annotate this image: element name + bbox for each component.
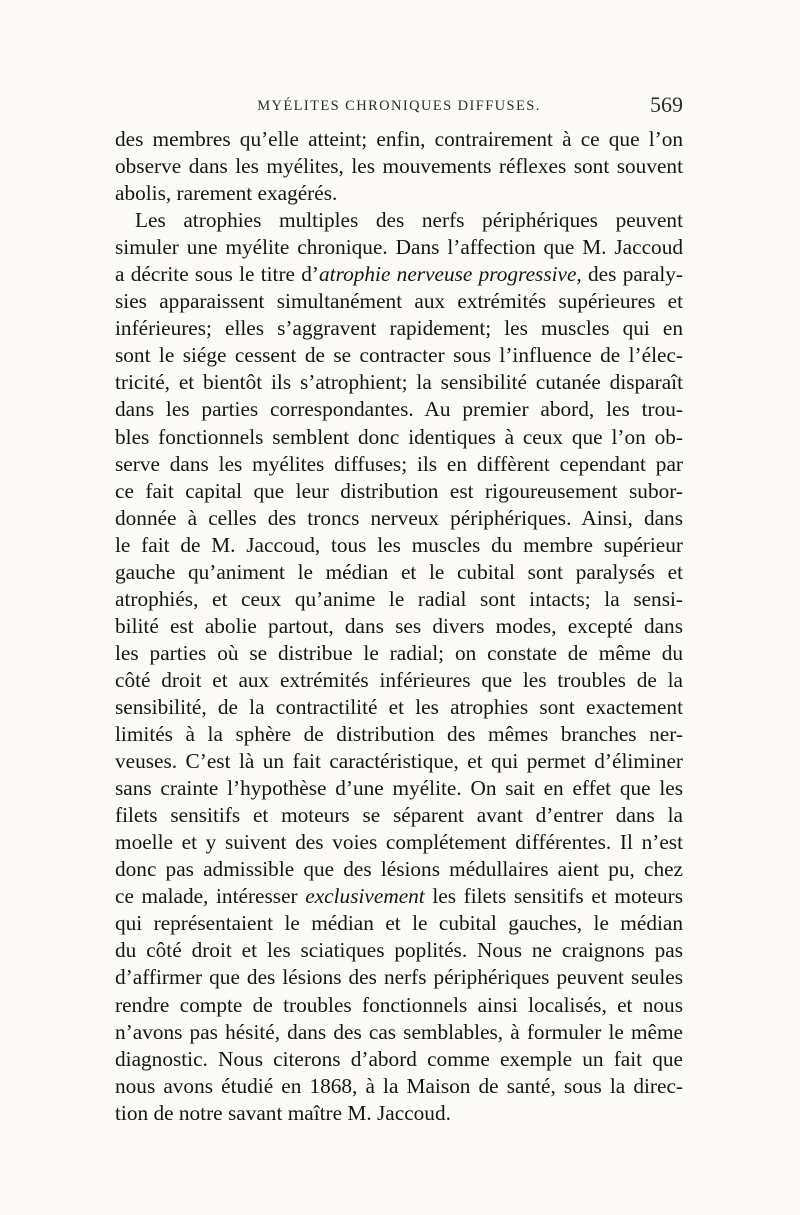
text-line	[115, 910, 683, 937]
text-segment: sies apparaissent simultanément aux extrémités supérieures et	[115, 289, 683, 314]
page-number: 569	[650, 92, 683, 117]
text-line	[115, 451, 683, 478]
text-line	[115, 1019, 683, 1046]
text-line	[115, 586, 683, 613]
text-line	[115, 424, 683, 451]
text-line	[115, 342, 683, 369]
text-line	[115, 667, 683, 694]
text-segment: d’affirmer que des lésions des nerfs périphériques peuvent seules	[115, 965, 683, 990]
text-segment: donc pas admissible que des lésions médullaires aient pu, chez	[115, 857, 683, 882]
italic-text: exclusivement	[305, 884, 425, 909]
text-line	[115, 775, 683, 802]
text-line	[115, 721, 683, 748]
text-segment: du côté droit et les sciatiques poplités. Nous ne craignons pas	[115, 938, 683, 963]
text-segment: gauche qu’animent le médian et le cubital sont paralysés et	[115, 559, 683, 584]
text-line	[115, 315, 683, 342]
text-line	[115, 964, 683, 991]
text-segment: bilité est abolie partout, dans ses divers modes, excepté dans	[115, 613, 683, 638]
text-line	[115, 478, 683, 505]
text-segment: tion de notre savant maître M. Jaccoud.	[115, 1100, 451, 1125]
text-segment: les filets sensitifs et moteurs	[424, 884, 684, 909]
text-segment: filets sensitifs et moteurs se séparent avant d’entrer dans la	[115, 803, 683, 828]
text-segment: sans crainte l’hypothèse d’une myélite. On sait en effet que les	[115, 776, 683, 801]
text-segment: nous avons étudié en 1868, à la Maison de santé, sous la direc-	[115, 1073, 683, 1098]
text-segment: dans les parties correspondantes. Au premier abord, les trou-	[115, 397, 683, 422]
text-segment: rendre compte de troubles fonctionnels ainsi localisés, et nous	[115, 992, 683, 1017]
text-line	[115, 153, 683, 180]
text-segment: le fait de M. Jaccoud, tous les muscles du membre supérieur	[115, 532, 683, 557]
text-line	[115, 126, 683, 153]
text-segment: sont le siége cessent de se contracter sous l’influence de l’élec-	[115, 343, 683, 368]
text-line	[115, 802, 683, 829]
text-line	[115, 369, 683, 396]
text-segment: qui représentaient le médian et le cubital gauches, le médian	[115, 911, 683, 936]
text-segment: Les atrophies multiples des nerfs périphériques peuvent	[135, 208, 683, 233]
text-line	[115, 532, 683, 559]
text-line	[115, 1046, 683, 1073]
text-segment: tricité, et bientôt ils s’atrophient; la sensibilité cutanée disparaît	[115, 370, 683, 395]
text-line	[115, 505, 683, 532]
text-segment: moelle et y suivent des voies complétement différentes. Il n’est	[115, 830, 683, 855]
text-segment: donnée à celles des troncs nerveux périphériques. Ainsi, dans	[115, 505, 683, 530]
text-segment: des paraly-	[581, 262, 684, 287]
text-line	[115, 748, 683, 775]
text-segment: limités à la sphère de distribution des mêmes branches ner-	[115, 722, 683, 747]
text-line	[115, 694, 683, 721]
text-segment: diagnostic. Nous citerons d’abord comme exemple un fait que	[115, 1046, 683, 1071]
text-line	[115, 992, 683, 1019]
text-segment: bles fonctionnels semblent donc identiques à ceux que l’on ob-	[115, 424, 683, 449]
text-line	[115, 937, 683, 964]
text-line	[115, 1073, 683, 1100]
running-title: MYÉLITES CHRONIQUES DIFFUSES.	[257, 98, 541, 114]
text-line	[115, 207, 683, 234]
text-line	[115, 613, 683, 640]
running-head	[115, 92, 683, 120]
text-segment: a décrite sous le titre d’	[115, 262, 320, 287]
text-segment: simuler une myélite chronique. Dans l’affection que M. Jaccoud	[115, 235, 683, 260]
text-segment: ce fait capital que leur distribution est rigoureusement subor-	[115, 478, 683, 503]
text-segment: serve dans les myélites diffuses; ils en diffèrent cependant par	[115, 451, 683, 476]
text-line	[115, 856, 683, 883]
text-segment: sensibilité, de la contractilité et les atrophies sont exactement	[115, 694, 683, 719]
text-line	[115, 288, 683, 315]
body-text	[115, 126, 683, 1127]
text-segment: ce malade, intéresser	[115, 884, 306, 909]
text-segment: des membres qu’elle atteint; enfin, contrairement à ce que l’on	[115, 127, 683, 151]
text-line	[115, 396, 683, 423]
text-line	[115, 640, 683, 667]
text-segment: n’avons pas hésité, dans des cas semblables, à formuler le même	[115, 1019, 683, 1044]
text-segment: atrophiés, et ceux qu’anime le radial sont intacts; la sensi-	[115, 586, 683, 611]
text-segment: veuses. C’est là un fait caractéristique, et qui permet d’éliminer	[115, 749, 683, 774]
italic-text: atrophie nerveuse progressive,	[319, 262, 582, 287]
text-line	[115, 559, 683, 586]
text-line	[115, 261, 683, 288]
text-segment: les parties où se distribue le radial; on constate de même du	[115, 640, 683, 665]
text-line	[115, 234, 683, 261]
text-line	[115, 1100, 683, 1127]
text-segment: abolis, rarement exagérés.	[115, 181, 338, 206]
text-line	[115, 883, 683, 910]
text-line	[115, 180, 683, 207]
text-segment: observe dans les myélites, les mouvements réflexes sont souvent	[115, 154, 683, 179]
text-segment: inférieures; elles s’aggravent rapidement; les muscles qui en	[115, 316, 683, 341]
text-segment: côté droit et aux extrémités inférieures que les troubles de la	[115, 667, 683, 692]
text-line	[115, 829, 683, 856]
